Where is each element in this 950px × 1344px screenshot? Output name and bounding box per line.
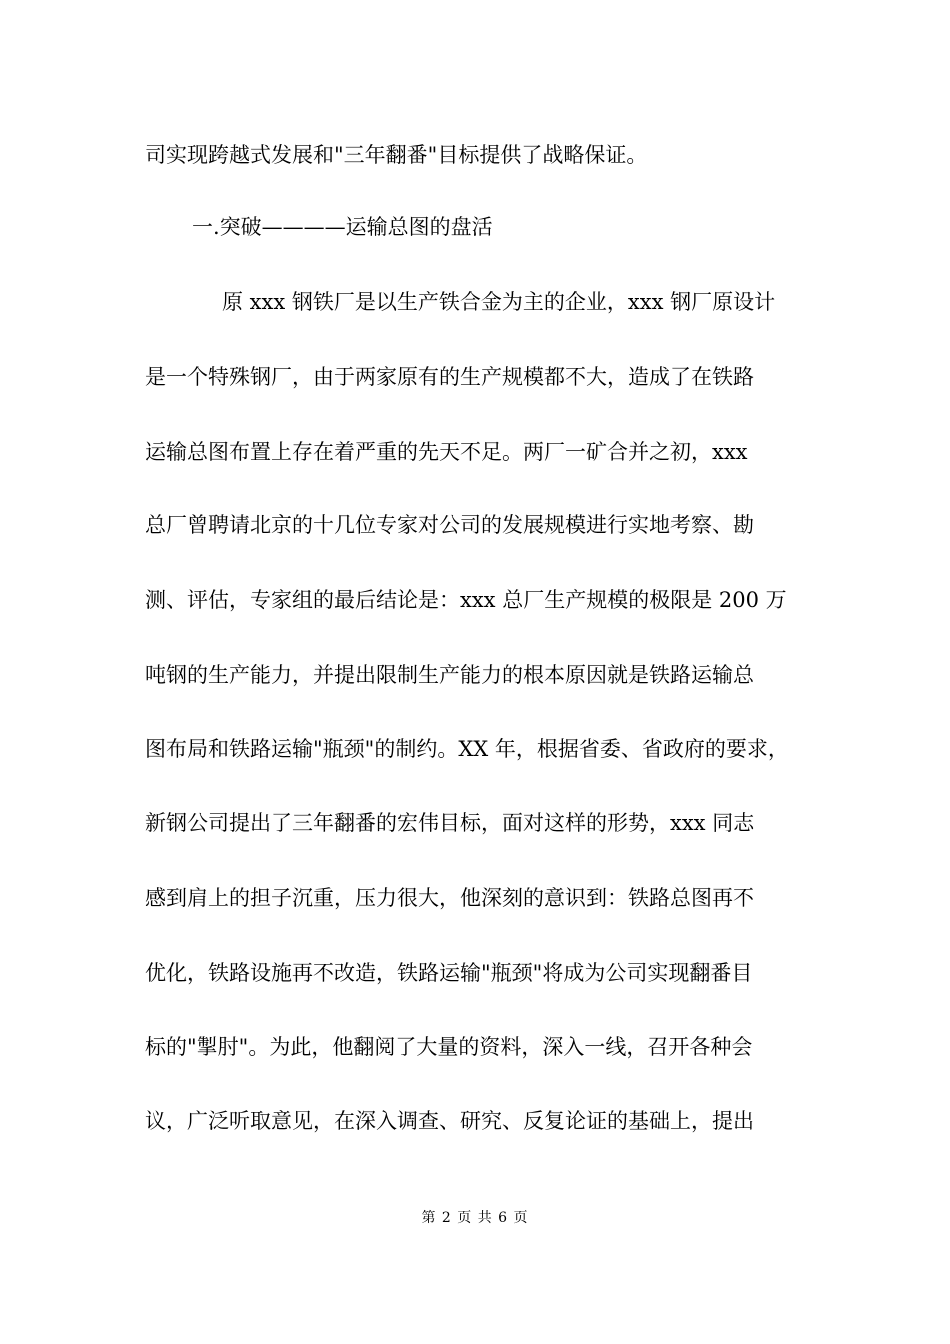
paragraph-line: 优化，铁路设施再不改造，铁路运输"瓶颈"将成为公司实现翻番目: [145, 961, 753, 985]
paragraph-line: 司实现跨越式发展和"三年翻番"目标提供了战略保证。: [145, 143, 648, 167]
section-heading: 一.突破————运输总图的盘活: [192, 215, 493, 239]
paragraph-line: 感到肩上的担子沉重，压力很大，他深刻的意识到：铁路总图再不: [145, 886, 754, 910]
paragraph-line: 标的"掣肘"。为此，他翻阅了大量的资料，深入一线，召开各种会: [145, 1035, 753, 1059]
paragraph-line: 总厂曾聘请北京的十几位专家对公司的发展规模进行实地考察、勘: [145, 513, 754, 537]
paragraph-line: 新钢公司提出了三年翻番的宏伟目标，面对这样的形势，xxx 同志: [145, 811, 755, 835]
paragraph-line: 原 xxx 钢铁厂是以生产铁合金为主的企业，xxx 钢厂原设计: [222, 290, 776, 314]
paragraph-line: 测、评估，专家组的最后结论是：xxx 总厂生产规模的极限是 200 万: [145, 588, 787, 612]
paragraph-line: 吨钢的生产能力，并提出限制生产能力的根本原因就是铁路运输总: [145, 663, 754, 687]
paragraph-line: 议，广泛听取意见，在深入调查、研究、反复论证的基础上，提出: [145, 1109, 754, 1133]
page-number-footer: 第 2 页 共 6 页: [421, 1210, 529, 1226]
paragraph-line: 图布局和铁路运输"瓶颈"的制约。XX 年，根据省委、省政府的要求，: [145, 737, 789, 761]
paragraph-line: 运输总图布置上存在着严重的先天不足。两厂一矿合并之初，xxx: [145, 440, 748, 464]
paragraph-line: 是一个特殊钢厂，由于两家原有的生产规模都不大，造成了在铁路: [145, 365, 754, 389]
